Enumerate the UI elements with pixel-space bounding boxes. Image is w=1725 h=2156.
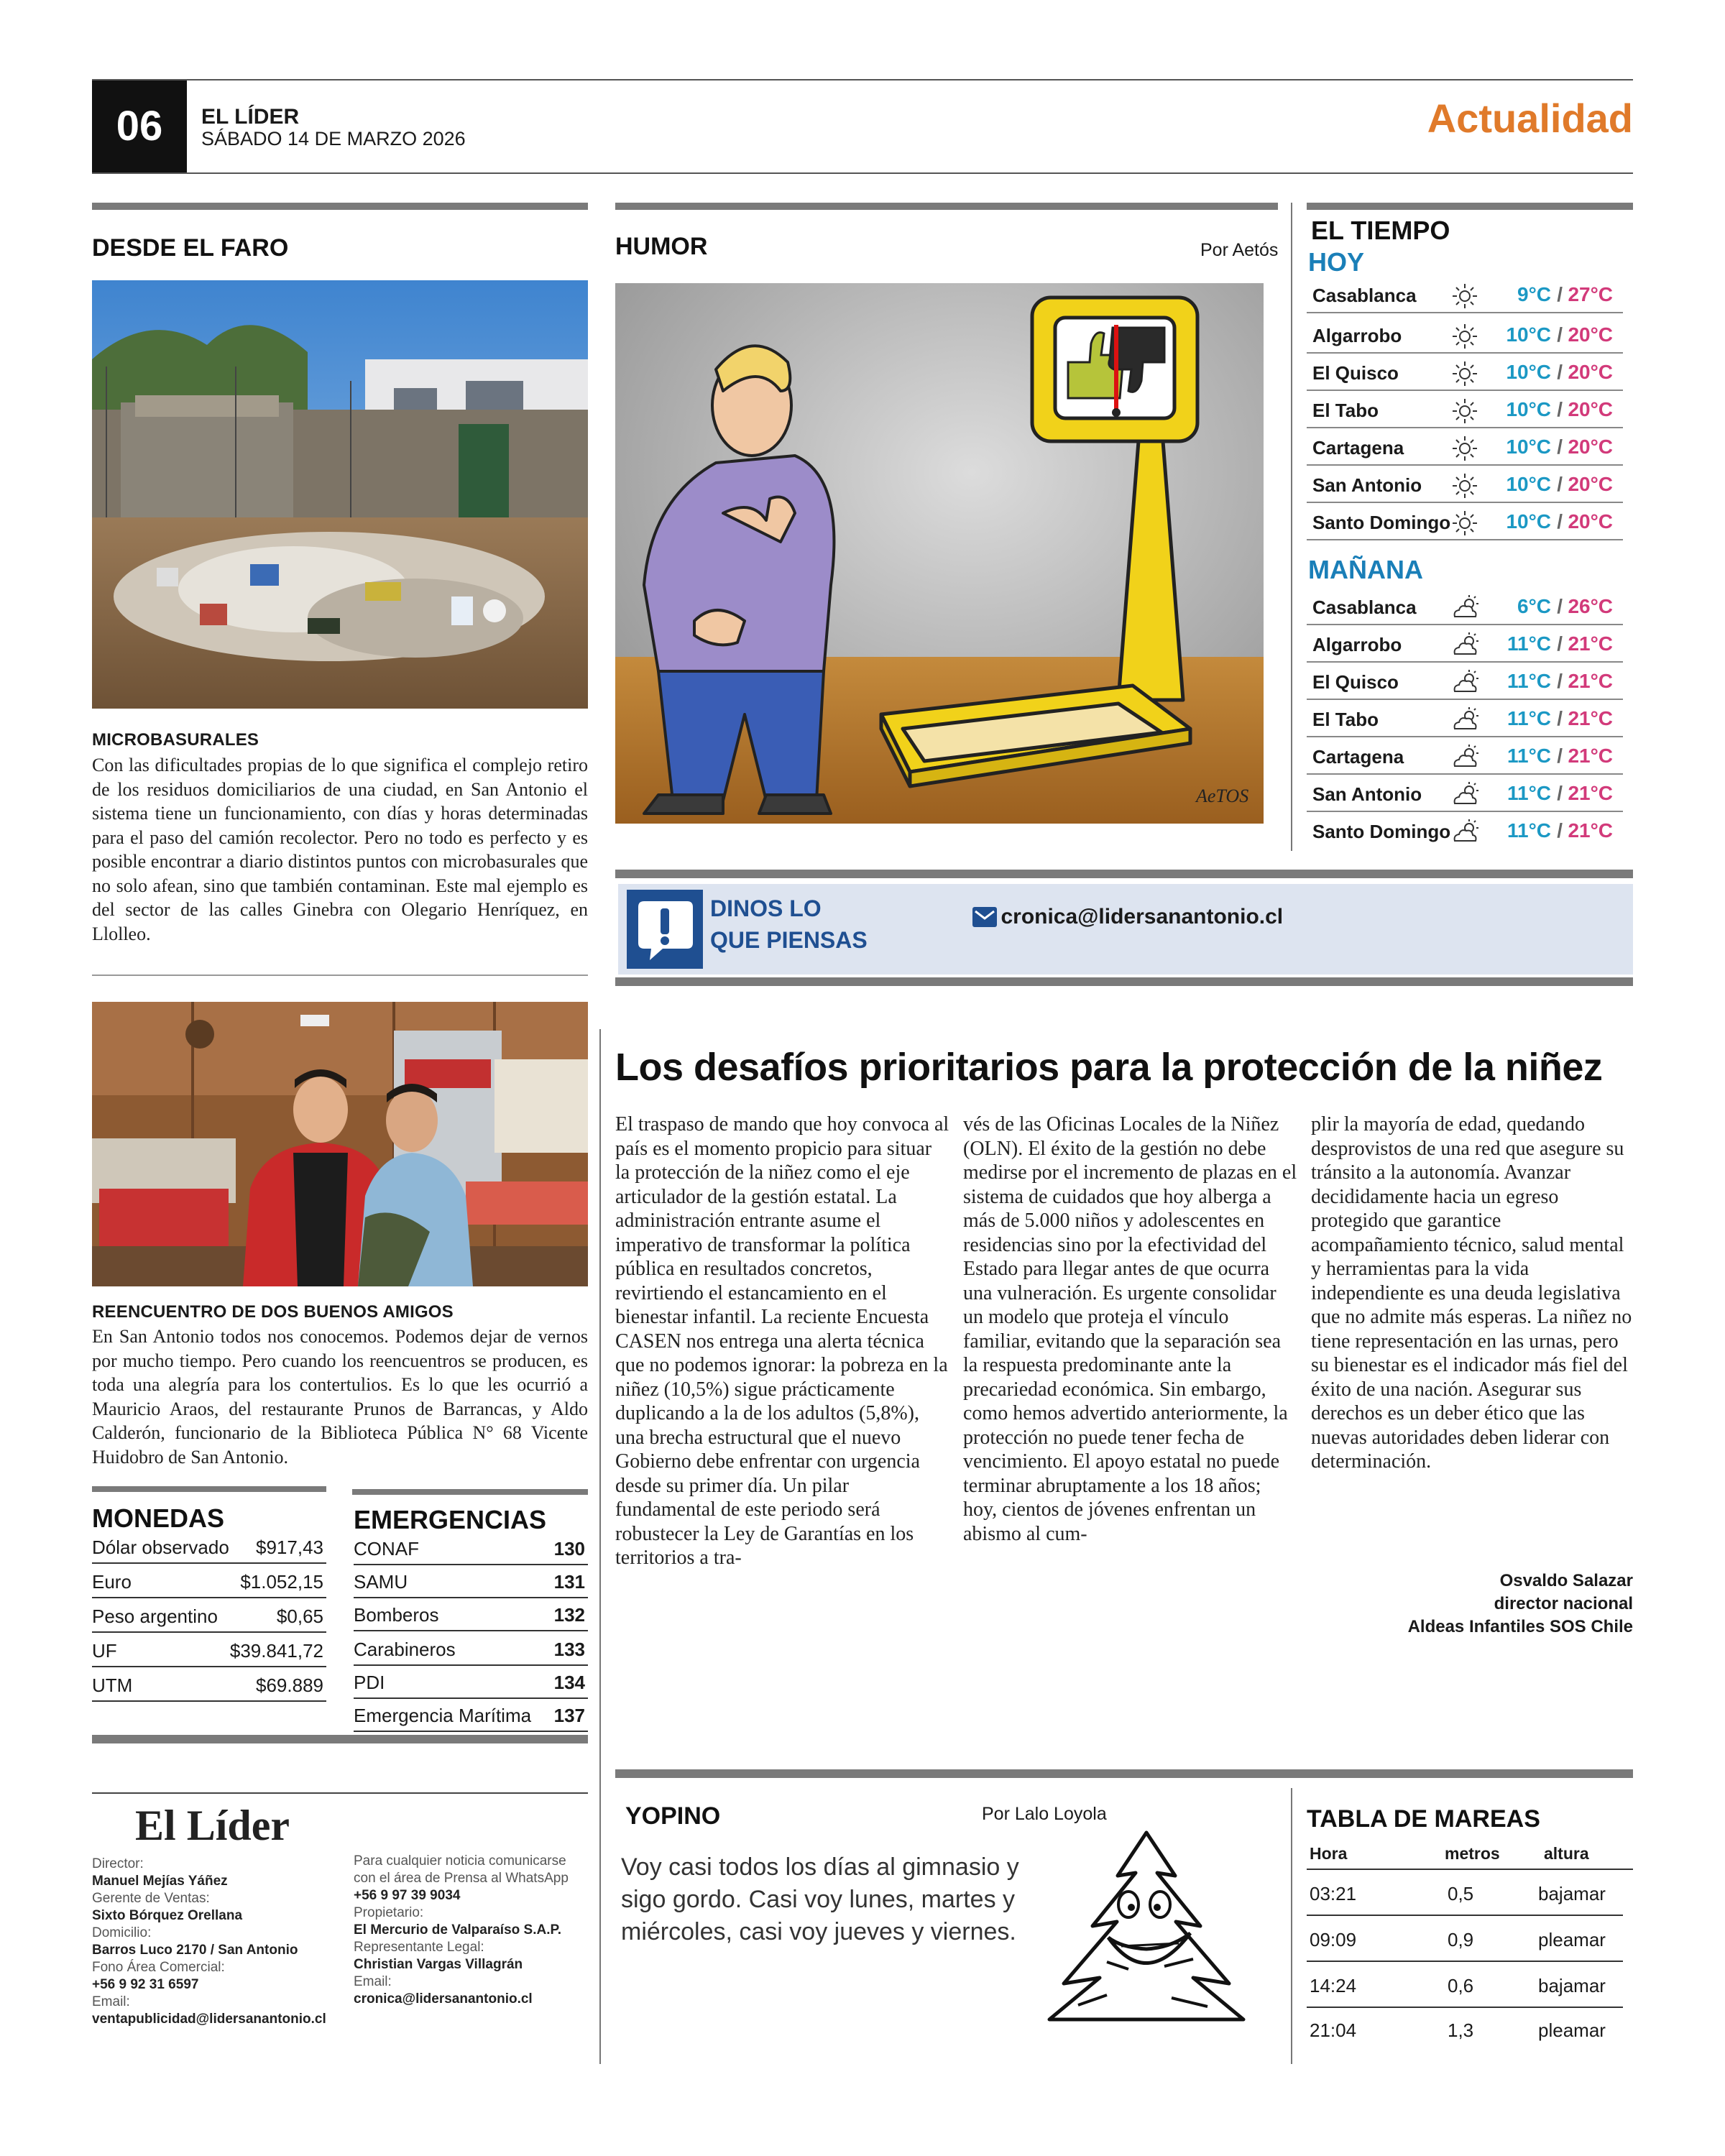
- weather-max: 21°C: [1568, 707, 1613, 729]
- emergency-row: [354, 1567, 588, 1598]
- exclamation-icon: [627, 890, 703, 969]
- legal-name: Christian Vargas Villagrán: [354, 1957, 523, 1972]
- story2-title: REENCUENTRO DE DOS BUENOS AMIGOS: [92, 1302, 454, 1322]
- weather-city: San Antonio: [1312, 474, 1422, 496]
- tide-meters: 1,3: [1448, 2019, 1474, 2041]
- feedback-line1: DINOS LO: [710, 895, 822, 921]
- emergency-row: [354, 1700, 588, 1732]
- weather-city: Algarrobo: [1312, 634, 1402, 655]
- contact-note: Para cualquier noticia comunicarse con el área de Prensa al WhatsApp: [354, 1853, 569, 1886]
- author-name: Osvaldo Salazar: [1499, 1571, 1633, 1590]
- faro-heading: DESDE EL FARO: [92, 234, 289, 262]
- emergency-label: Carabineros: [354, 1639, 456, 1660]
- tide-row: [1307, 1917, 1623, 1962]
- weather-row: [1307, 628, 1623, 663]
- weather-min: 10°C: [1506, 323, 1551, 346]
- masthead-right: [354, 1853, 591, 2008]
- mail-icon: [972, 904, 998, 930]
- weather-max: 26°C: [1568, 595, 1613, 617]
- weather-min: 10°C: [1506, 473, 1551, 495]
- director-name: Manuel Mejías Yáñez: [92, 1874, 228, 1889]
- currency-value: $0,65: [276, 1606, 323, 1627]
- weather-min: 10°C: [1506, 398, 1551, 420]
- weather-max: 21°C: [1568, 745, 1613, 767]
- weather-row: [1307, 394, 1623, 428]
- currency-row: [92, 1636, 326, 1667]
- page-number: 06: [116, 103, 163, 149]
- sales-name: Sixto Bórquez Orellana: [92, 1908, 243, 1923]
- weather-row: [1307, 356, 1623, 391]
- tide-time: 14:24: [1310, 1975, 1357, 1996]
- issue-date: SÁBADO 14 DE MARZO 2026: [201, 128, 466, 149]
- weather-row: [1307, 319, 1623, 354]
- weather-min: 10°C: [1506, 436, 1551, 458]
- yopino-quote: Voy casi todos los días al gimnasio y sigo gordo. Casi voy lunes, martes y miércoles, casi voy jueves y viernes.: [621, 1853, 1019, 1945]
- partly-cloudy-icon: [1450, 668, 1479, 697]
- col-hora: Hora: [1310, 1844, 1348, 1863]
- temp-separator: /: [1557, 595, 1563, 617]
- article-col1: El traspaso de mando que hoy convoca al país es el momento propicio para situar la protección de la niñez como el eje articulador de la gestión estatal. La administración entrante asume el imperativo de transformar la política pública en resultados concretos, revirtiendo el estancamiento en el bienestar infantil. La reciente Encuesta CASEN nos entrega una alerta técnica que no podemos ignorar: la pobreza en la niñez (10,5%) sigue prácticamente duplicando a la de los adultos (5,8%), una brecha estructural que el nuevo Gobierno debe enfrentar con urgencia desde su primer día. Un pilar fundamental de este periodo será robustecer la Ley de Garantías en los territorios a tra-: [615, 1113, 949, 1569]
- weather-city: Casablanca: [1312, 285, 1417, 306]
- article-col2: vés de las Oficinas Locales de la Niñez (OLN). El éxito de la gestión no debe medirse por el incremento de plazas en el sistema de cuidados que hoy alberga a más de 5.000 niños y adolescentes en residencias sino por la efectividad del Estado para llegar antes de que ocurra una vulneración. Es urgente consolidar un modelo que proteja el vínculo familiar, evitando que la separación sea la respuesta predominante ante la precariedad económica. Sin embargo, como hemos advertido anteriormente, la protección no puede tener fecha de vencimiento. El apoyo estatal no puede terminar abruptamente a los 18 años; hoy, cientos de jóvenes enfrentan un abismo al cum-: [963, 1113, 1297, 1545]
- feedback-banner: [618, 884, 1633, 975]
- author-org: Aldeas Infantiles SOS Chile: [1407, 1617, 1633, 1636]
- weather-min: 11°C: [1506, 632, 1551, 655]
- sun-icon: [1450, 434, 1479, 463]
- address-value: Barros Luco 2170 / San Antonio: [92, 1943, 298, 1958]
- tide-type: bajamar: [1538, 1883, 1606, 1904]
- emergency-row: [354, 1600, 588, 1631]
- tide-type: bajamar: [1538, 1975, 1606, 1996]
- weather-city: Santo Domingo: [1312, 821, 1451, 842]
- tide-row: [1307, 2008, 1623, 2053]
- weather-max: 27°C: [1568, 283, 1613, 305]
- sales-label: Gerente de Ventas:: [92, 1891, 210, 1906]
- sun-icon: [1450, 322, 1479, 351]
- emergency-number: 137: [553, 1705, 585, 1726]
- weather-min: 11°C: [1506, 745, 1551, 767]
- temp-separator: /: [1557, 670, 1563, 692]
- weather-max: 20°C: [1568, 398, 1613, 420]
- weather-city: El Tabo: [1312, 709, 1379, 730]
- weather-max: 21°C: [1568, 670, 1613, 692]
- owner-label: Propietario:: [354, 1905, 424, 1920]
- weather-city: El Quisco: [1312, 362, 1399, 384]
- masthead-logo: El Líder: [135, 1802, 290, 1849]
- temp-separator: /: [1557, 361, 1563, 383]
- emergency-number: 131: [553, 1571, 585, 1593]
- story1-text: Con las dificultades propias de lo que significa el complejo retiro de los residuos domiciliarios de una ciudad, en San Antonio el sistema tiene un funcionamiento, con días y horas determinadas para el paso del camión recolector. Pero no todo es perfecto y es posible encontrar a diario distintos puntos con microbasurales que no solo afean, sino que también contaminan. Este mal ejemplo es del sector de las calles Ginebra con Olegario Henríquez, en Llolleo.: [92, 755, 588, 944]
- pine-tree-cartoon: [1028, 1825, 1265, 2034]
- article-col3: plir la mayoría de edad, quedando desprovistos de una red que asegure su tránsito a la autonomía. Avanzar decididamente hacia un egreso protegido que garantice acompañamiento técnico, salud mental y herramientas para la vida independiente es una deuda legislativa que no admite más esperas. La niñez no tiene representación en las urnas, pero su bienestar es el indicador más fiel del éxito de una nación. Asegurar sus derechos es un deber ético que las nuevas autoridades deben liderar con determinación.: [1311, 1113, 1632, 1473]
- col-metros: metros: [1445, 1844, 1500, 1863]
- feedback-email-text[interactable]: cronica@lidersanantonio.cl: [1000, 905, 1284, 929]
- section-title: Actualidad: [1427, 96, 1633, 141]
- weather-min: 6°C: [1517, 595, 1551, 617]
- weather-row: [1307, 740, 1623, 775]
- weather-city: Casablanca: [1312, 596, 1417, 618]
- weather-min: 11°C: [1506, 670, 1551, 692]
- story1-title: MICROBASURALES: [92, 730, 259, 750]
- owner-name: El Mercurio de Valparaíso S.A.P.: [354, 1922, 561, 1938]
- legal-label: Representante Legal:: [354, 1940, 484, 1955]
- emergency-number: 130: [553, 1538, 585, 1560]
- weather-row: [1307, 591, 1623, 625]
- tide-row: [1307, 1963, 1623, 2008]
- tide-meters: 0,5: [1448, 1883, 1474, 1904]
- yopino-byline: Por Lalo Loyola: [982, 1804, 1107, 1824]
- director-label: Director:: [92, 1856, 144, 1871]
- feedback-line2: QUE PIENSAS: [710, 927, 868, 953]
- partly-cloudy-icon: [1450, 594, 1479, 622]
- currency-label: UTM: [92, 1674, 133, 1696]
- story2-text: En San Antonio todos nos conocemos. Podemos dejar de vernos por mucho tiempo. Pero cuando los reencuentros se producen, es toda una alegría para los contertulios. Es lo que les ocurrió a Mauricio Araos, del restaurante Prunos de Barrancas, y Aldo Calderón, funcionario de la Biblioteca Pública N° 68 Vicente Huidobro de San Antonio.: [92, 1326, 588, 1468]
- weather-tomorrow-label: MAÑANA: [1308, 555, 1423, 584]
- emergency-number: 134: [553, 1672, 585, 1693]
- weather-city: San Antonio: [1312, 783, 1422, 805]
- weather-row: [1307, 431, 1623, 466]
- currency-label: Dólar observado: [92, 1537, 229, 1558]
- emergency-label: CONAF: [354, 1538, 419, 1560]
- partly-cloudy-icon: [1450, 706, 1479, 734]
- partly-cloudy-icon: [1450, 631, 1479, 660]
- emergency-number: 132: [553, 1604, 585, 1626]
- sun-icon: [1450, 397, 1479, 425]
- weather-row: [1307, 469, 1623, 503]
- article-author: [1408, 1570, 1633, 1639]
- yopino-heading: YOPINO: [625, 1802, 721, 1830]
- weather-city: Cartagena: [1312, 437, 1404, 459]
- weather-city: El Tabo: [1312, 400, 1379, 421]
- weather-max: 21°C: [1568, 819, 1613, 842]
- temp-separator: /: [1557, 436, 1563, 458]
- email-value[interactable]: ventapublicidad@lidersanantonio.cl: [92, 2012, 326, 2027]
- humor-byline: Por Aetós: [1200, 240, 1279, 260]
- temp-separator: /: [1557, 819, 1563, 842]
- weather-row: [1307, 665, 1623, 700]
- emergency-row: [354, 1534, 588, 1565]
- partly-cloudy-icon: [1450, 743, 1479, 772]
- emergency-number: 133: [553, 1639, 585, 1660]
- sun-icon: [1450, 509, 1479, 538]
- col-altura: altura: [1544, 1844, 1589, 1863]
- weather-max: 20°C: [1568, 361, 1613, 383]
- sun-icon: [1450, 359, 1479, 388]
- address-label: Domicilio:: [92, 1925, 152, 1940]
- emergency-label: Emergencia Marítima: [354, 1705, 532, 1726]
- weather-max: 20°C: [1568, 323, 1613, 346]
- weather-max: 21°C: [1568, 632, 1613, 655]
- weather-min: 9°C: [1517, 283, 1551, 305]
- partly-cloudy-icon: [1450, 780, 1479, 809]
- emergencias-heading: EMERGENCIAS: [354, 1505, 547, 1534]
- tide-time: 21:04: [1310, 2019, 1357, 2041]
- cartoon-scale: [615, 283, 1264, 824]
- photo-microbasurales: [92, 280, 588, 709]
- weather-min: 11°C: [1506, 707, 1551, 729]
- feedback-email[interactable]: [972, 904, 1283, 930]
- weather-min: 10°C: [1506, 361, 1551, 383]
- currency-row: [92, 1601, 326, 1633]
- masthead-left: [92, 1856, 336, 2028]
- weather-row: [1307, 703, 1623, 737]
- weather-city: Santo Domingo: [1312, 512, 1451, 533]
- temp-separator: /: [1557, 632, 1563, 655]
- temp-separator: /: [1557, 510, 1563, 533]
- cartoon-signature: AeTOS: [1196, 786, 1249, 806]
- partly-cloudy-icon: [1450, 818, 1479, 847]
- email-label: Email:: [92, 1994, 130, 2009]
- temp-separator: /: [1557, 745, 1563, 767]
- tide-row: [1307, 1871, 1623, 1916]
- photo-reencuentro: [92, 1002, 588, 1286]
- page-number-box: [92, 80, 187, 172]
- humor-heading: HUMOR: [615, 233, 708, 260]
- weather-city: Cartagena: [1312, 746, 1404, 768]
- weather-row: [1307, 506, 1623, 540]
- article-title: Los desafíos prioritarios para la protección de la niñez: [615, 1046, 1603, 1089]
- tide-type: pleamar: [1538, 1929, 1606, 1950]
- weather-min: 11°C: [1506, 782, 1551, 804]
- tide-time: 09:09: [1310, 1929, 1357, 1950]
- email2-value[interactable]: cronica@lidersanantonio.cl: [354, 1991, 533, 2007]
- mareas-header-row: [1307, 1841, 1633, 1870]
- currency-value: $917,43: [256, 1537, 323, 1558]
- weather-row: [1307, 815, 1623, 849]
- weather-max: 20°C: [1568, 473, 1613, 495]
- phone-value: +56 9 92 31 6597: [92, 1977, 199, 1992]
- currency-value: $69.889: [256, 1674, 323, 1696]
- currency-value: $39.841,72: [229, 1640, 323, 1662]
- temp-separator: /: [1557, 782, 1563, 804]
- currency-row: [92, 1670, 326, 1702]
- currency-value: $1.052,15: [240, 1571, 323, 1593]
- currency-label: Euro: [92, 1571, 132, 1593]
- weather-row: [1307, 279, 1623, 313]
- temp-separator: /: [1557, 283, 1563, 305]
- emergency-label: PDI: [354, 1672, 385, 1693]
- currency-label: UF: [92, 1640, 117, 1662]
- sun-icon: [1450, 471, 1479, 500]
- weather-min: 11°C: [1506, 819, 1551, 842]
- feedback-icon-box: [627, 890, 703, 969]
- emergency-label: Bomberos: [354, 1604, 439, 1626]
- mareas-heading: TABLA DE MAREAS: [1307, 1805, 1540, 1833]
- tide-meters: 0,6: [1448, 1975, 1474, 1996]
- weather-city: El Quisco: [1312, 671, 1399, 693]
- currency-label: Peso argentino: [92, 1606, 218, 1627]
- paper-name: EL LÍDER: [201, 105, 300, 129]
- tide-meters: 0,9: [1448, 1929, 1474, 1950]
- temp-separator: /: [1557, 398, 1563, 420]
- phone-label: Fono Área Comercial:: [92, 1960, 225, 1975]
- email2-label: Email:: [354, 1974, 392, 1989]
- weather-min: 10°C: [1506, 510, 1551, 533]
- temp-separator: /: [1557, 707, 1563, 729]
- emergency-row: [354, 1667, 588, 1699]
- tide-type: pleamar: [1538, 2019, 1606, 2041]
- whatsapp-number[interactable]: +56 9 97 39 9034: [354, 1888, 461, 1903]
- temp-separator: /: [1557, 323, 1563, 346]
- weather-max: 20°C: [1568, 510, 1613, 533]
- currency-row: [92, 1567, 326, 1598]
- weather-row: [1307, 778, 1623, 812]
- weather-today-label: HOY: [1308, 247, 1365, 277]
- weather-heading: EL TIEMPO: [1311, 216, 1450, 245]
- author-role: director nacional: [1494, 1594, 1633, 1613]
- currency-row: [92, 1532, 326, 1564]
- temp-separator: /: [1557, 473, 1563, 495]
- emergency-label: SAMU: [354, 1571, 408, 1593]
- sun-icon: [1450, 282, 1479, 310]
- weather-city: Algarrobo: [1312, 325, 1402, 346]
- weather-max: 21°C: [1568, 782, 1613, 804]
- weather-max: 20°C: [1568, 436, 1613, 458]
- tide-time: 03:21: [1310, 1883, 1357, 1904]
- emergency-row: [354, 1634, 588, 1666]
- monedas-heading: MONEDAS: [92, 1503, 225, 1533]
